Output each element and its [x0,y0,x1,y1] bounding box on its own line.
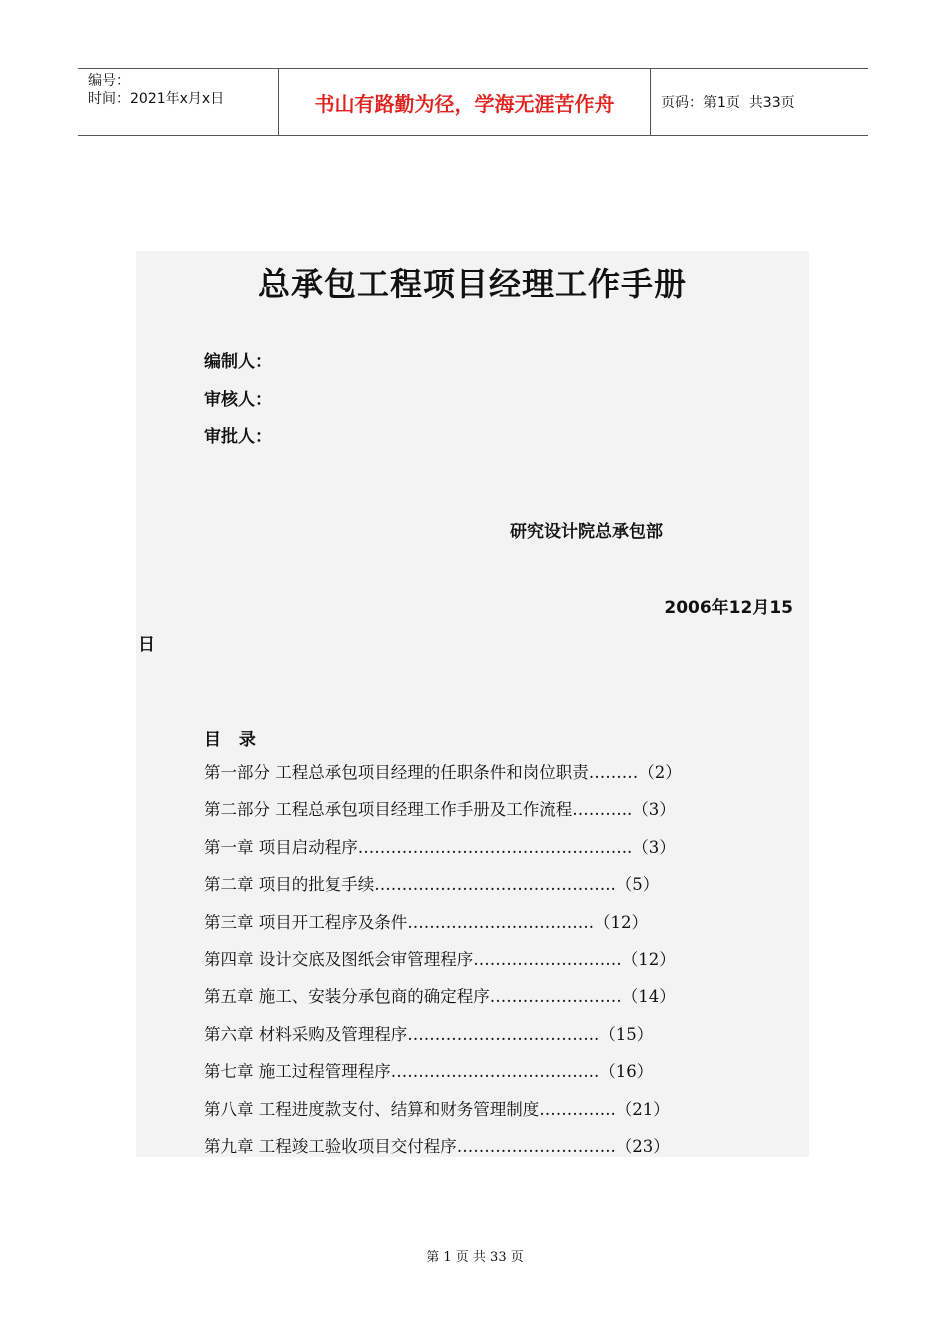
toc-entry[interactable]: 第五章 施工、安装分承包商的确定程序……………………（14） [204,987,676,1007]
page-header [78,68,868,136]
table-of-contents [204,761,764,1172]
header-motto: 书山有路勤为径，学海无涯苦作舟 [314,91,615,116]
toc-entry[interactable]: 第一章 项目启动程序…………………………………………..（3） [204,837,676,857]
document-title: 总承包工程项目经理工作手册 [257,265,687,303]
document-body [136,251,809,1157]
toc-entry[interactable]: 第二部分 工程总承包项目经理工作手册及工作流程………..（3） [204,800,676,820]
page-footer: 第 1 页 共 33 页 [426,1250,524,1265]
toc-entry[interactable]: 第九章 工程竣工验收项目交付程序………………………..（23） [204,1136,670,1156]
toc-entry[interactable]: 第三章 项目开工程序及条件…………………………….（12） [204,912,648,932]
header-meta-cell [78,69,279,135]
toc-entry[interactable]: 第八章 工程进度款支付、结算和财务管理制度…………..（21） [204,1099,670,1119]
organization-name: 研究设计院总承包部 [510,522,663,542]
document-date-continued: 日 [138,635,155,655]
document-time-label: 时间：2021年x月x日 [88,91,225,107]
header-page-info: 页码：第1页 共33页 [661,95,795,111]
toc-entry[interactable]: 第一部分 工程总承包项目经理的任职条件和岗位职责………（2） [204,763,682,782]
document-number-label: 编号： [88,73,130,89]
approver-label: 审批人： [204,427,272,447]
toc-entry[interactable]: 第四章 设计交底及图纸会审管理程序………………………（12） [204,949,676,969]
toc-heading: 目 录 [204,730,262,750]
document-date: 2006年12月15 [664,598,793,618]
toc-entry[interactable]: 第二章 项目的批复手续……………………………………..（5） [204,875,660,895]
reviewer-label: 审核人： [204,390,272,410]
header-page-cell [651,69,868,135]
toc-entry[interactable]: 第六章 材料采购及管理程序……………………………..（15） [204,1024,654,1044]
compiler-label: 编制人： [204,352,272,372]
toc-entry[interactable]: 第七章 施工过程管理程序………………………………..（16） [204,1062,654,1082]
header-motto-cell [279,69,651,135]
